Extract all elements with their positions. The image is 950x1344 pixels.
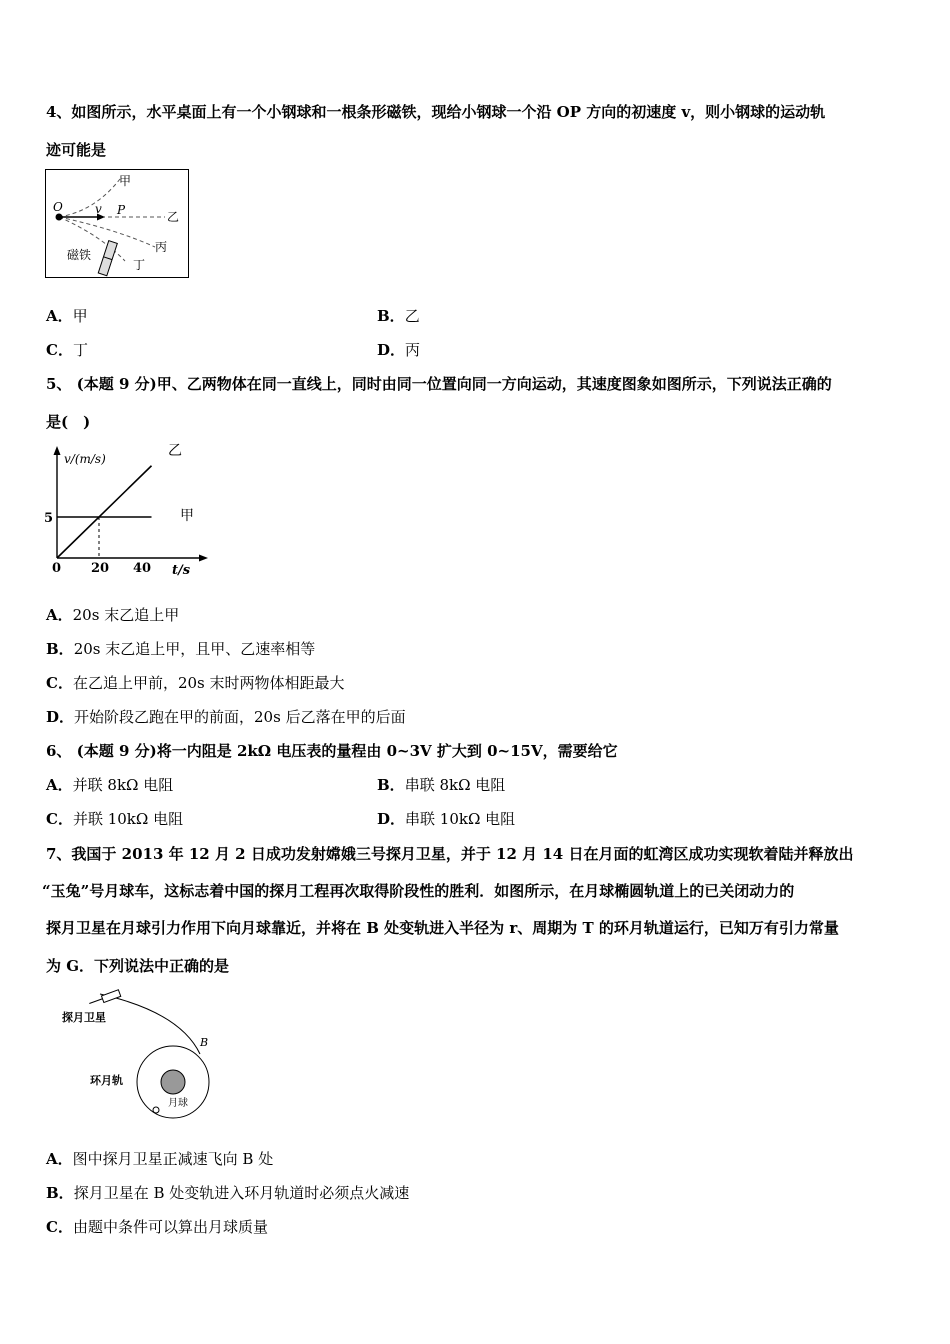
q5-x-arrow (199, 555, 208, 562)
q7-stem-line4: 为 G．下列说法中正确的是 (46, 957, 230, 975)
q5-tick-20: 20 (91, 561, 110, 576)
q5-option-b-key: B． (46, 640, 74, 658)
q7-option-a-key: A． (46, 1150, 73, 1168)
q4-label-jia: 甲 (119, 174, 132, 188)
q5-series-yi-line (57, 466, 152, 558)
q5-option-a-text: 20s 末乙追上甲 (72, 606, 180, 624)
q4-option-c-text: 丁 (72, 341, 88, 359)
q7-option-a-text: 图中探月卫星正减速飞向 B 处 (72, 1150, 274, 1168)
q5-option-c-text: 在乙追上甲前，20s 末时两物体相距最大 (72, 674, 345, 692)
q4-label-ding: 丁 (133, 258, 146, 272)
q5-option-d-key: D． (46, 708, 75, 726)
q5-option-c-key: C． (46, 674, 73, 692)
q5-tick-40: 40 (133, 561, 152, 576)
q7-option-b-key: B． (46, 1184, 74, 1202)
q7-stem-line3: 探月卫星在月球引力作用下向月球靠近，并将在 B 处变轨进入半径为 r、周期为 T 的环月轨道运行，已知万有引力常量 (46, 919, 839, 937)
q7-label-moon: 月球 (168, 1098, 188, 1109)
q5-stem-line2: 是( ) (46, 413, 91, 431)
q7-option-c[interactable] (46, 1217, 268, 1237)
q6-option-b[interactable] (377, 775, 505, 795)
q7-satellite-icon (88, 990, 120, 1008)
q6-option-d-text: 串联 10kΩ 电阻 (405, 810, 516, 828)
q7-elliptical-orbit (100, 994, 200, 1054)
q7-stem-line1: 7、我国于 2013 年 12 月 2 日成功发射嫦娥三号探月卫星，并于 12 月 14 日在月面的虹湾区成功实现软着陆并释放出 (46, 845, 854, 863)
q4-label-magnet: 磁铁 (67, 248, 92, 262)
q5-option-b[interactable] (46, 639, 315, 659)
q7-label-sat: 探月卫星 (62, 1011, 106, 1024)
q4-option-d-key: D． (377, 341, 406, 359)
q7-moon (161, 1070, 185, 1094)
q4-option-d[interactable] (377, 340, 420, 360)
q5-tick-5: 5 (44, 511, 54, 526)
q6-option-a-text: 并联 8kΩ 电阻 (72, 776, 174, 794)
q5-option-d-text: 开始阶段乙跑在甲的前面，20s 后乙落在甲的后面 (74, 708, 406, 726)
q4-option-b[interactable] (377, 306, 420, 326)
q7-option-b-text: 探月卫星在 B 处变轨进入环月轨道时必须点火减速 (73, 1184, 410, 1202)
q6-option-b-key: B． (377, 776, 405, 794)
q4-option-c-key: C． (46, 341, 73, 359)
q5-tick-0: 0 (52, 561, 62, 576)
q6-option-a-key: A． (46, 776, 73, 794)
q7-figure (60, 984, 220, 1119)
q4-label-yi: 乙 (167, 210, 180, 224)
q6-option-a[interactable] (46, 775, 173, 795)
q6-option-d-key: D． (377, 810, 406, 828)
q6-option-d[interactable] (377, 809, 515, 829)
q4-label-o: O (53, 200, 63, 214)
q4-option-a[interactable] (46, 306, 88, 326)
q5-xlabel: t/s (172, 563, 191, 578)
q4-label-p: P (117, 203, 126, 217)
q4-label-bing: 丙 (155, 240, 168, 254)
q4-figure (45, 169, 189, 279)
q4-option-b-text: 乙 (404, 307, 420, 325)
q4-stem-line1: 4、如图所示，水平桌面上有一个小钢球和一根条形磁铁，现给小钢球一个沿 OP 方向的初速度 v，则小钢球的运动轨 (46, 103, 826, 121)
q5-label-yi: 乙 (168, 443, 182, 459)
q5-label-jia: 甲 (180, 508, 194, 524)
q7-option-c-text: 由题中条件可以算出月球质量 (72, 1218, 268, 1236)
q5-option-d[interactable] (46, 707, 406, 727)
q5-option-b-text: 20s 末乙追上甲，且甲、乙速率相等 (73, 640, 316, 658)
q4-stem-line2: 迹可能是 (46, 141, 107, 159)
q4-label-v: v (95, 202, 102, 216)
q7-option-c-key: C． (46, 1218, 73, 1236)
q5-option-a[interactable] (46, 605, 179, 625)
q7-label-b: B (200, 1036, 209, 1049)
q7-small-sat (153, 1107, 159, 1113)
q4-option-d-text: 丙 (405, 341, 421, 359)
q6-option-b-text: 串联 8kΩ 电阻 (404, 776, 506, 794)
q7-option-a[interactable] (46, 1149, 273, 1169)
q5-option-a-key: A． (46, 606, 73, 624)
q4-option-b-key: B． (377, 307, 405, 325)
q5-stem-line1: 5、 (本题 9 分)甲、乙两物体在同一直线上，同时由同一位置向同一方向运动，其速度图象如图所示，下列说法正确的 (46, 375, 832, 393)
q6-option-c-key: C． (46, 810, 73, 828)
q5-option-c[interactable] (46, 673, 345, 693)
q7-stem-line2: “玉兔”号月球车，这标志着中国的探月工程再次取得阶段性的胜利．如图所示，在月球椭圆轨道上的已关闭动力的 (42, 882, 795, 900)
q6-option-c[interactable] (46, 809, 183, 829)
q7-label-orbit: 环月轨 (90, 1074, 123, 1087)
q4-option-a-text: 甲 (72, 307, 88, 325)
q7-option-b[interactable] (46, 1183, 409, 1203)
q6-option-c-text: 并联 10kΩ 电阻 (72, 810, 184, 828)
q4-option-a-key: A． (46, 307, 73, 325)
q6-stem-line1: 6、 (本题 9 分)将一内阻是 2kΩ 电压表的量程由 0~3V 扩大到 0~15V，需要给它 (46, 742, 618, 760)
q5-ylabel: v/(m/s) (64, 452, 106, 466)
q5-y-arrow (54, 446, 61, 455)
q4-option-c[interactable] (46, 340, 88, 360)
q5-figure (40, 440, 210, 580)
